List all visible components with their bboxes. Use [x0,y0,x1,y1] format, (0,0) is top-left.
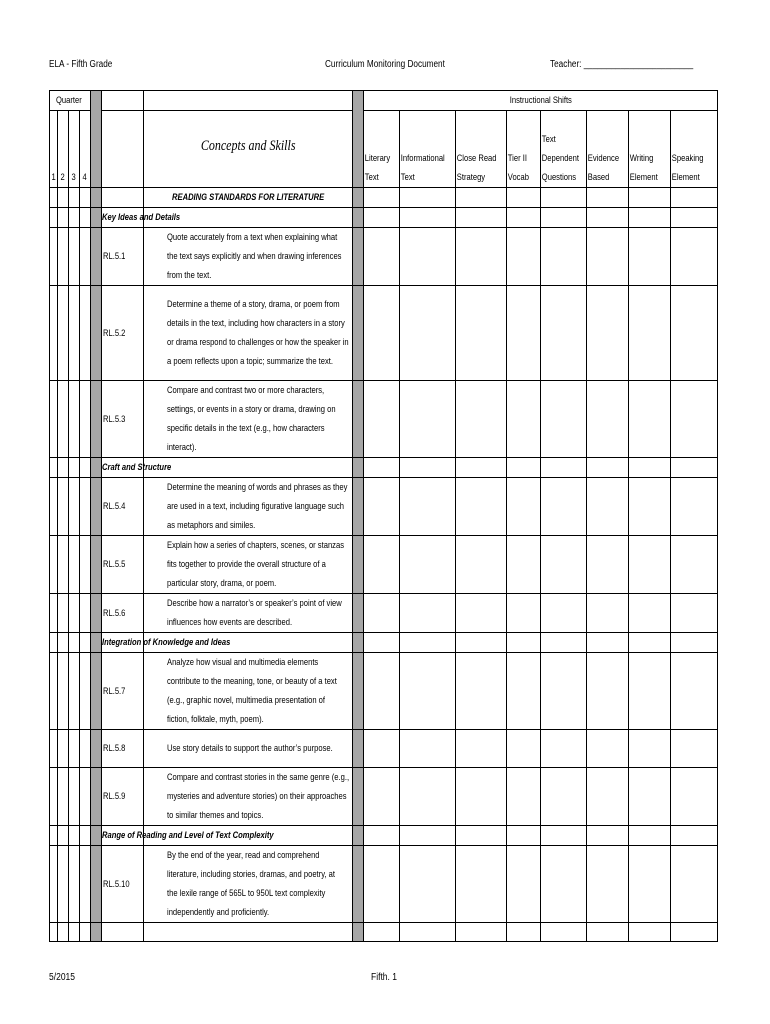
shift-writing-element: Writing Element [629,111,671,188]
blank-row [50,923,718,942]
shift-cell [629,653,671,730]
standard-code: RL.5.8 [102,730,144,768]
quarter-4: 4 [80,111,91,188]
shift-cell [364,768,400,826]
shift-cell [587,208,629,228]
standard-description: Determine the meaning of words and phrases as they are used in a text, including figurative language such as metaphors and similes. [144,478,353,536]
shift-cell [671,923,718,942]
shift-cell [671,478,718,536]
shift-cell [541,188,587,208]
instructional-shifts-header: Instructional Shifts [364,91,718,111]
grey-divider [353,478,364,536]
shift-cell [507,768,541,826]
shift-cell [587,594,629,633]
quarter-3-cell [69,458,80,478]
quarter-1-cell [50,458,58,478]
standard-row [50,653,718,730]
quarter-4-cell [80,228,91,286]
grey-divider [353,228,364,286]
shift-cell [364,923,400,942]
category-row [50,188,718,208]
shift-cell [587,478,629,536]
quarter-4-cell [80,768,91,826]
shift-cell [364,458,400,478]
shift-cell [541,536,587,594]
shift-cell [364,846,400,923]
shift-cell [456,381,507,458]
shift-text-dependent-questions: Text Dependent Questions [541,111,587,188]
grey-divider [91,188,102,208]
standard-row [50,536,718,594]
shift-informational-text: Informational Text [400,111,456,188]
grey-divider [353,381,364,458]
shift-cell [364,536,400,594]
shift-cell [507,208,541,228]
quarter-1-cell [50,594,58,633]
shift-cell [587,653,629,730]
quarter-2-cell [58,730,69,768]
shift-cell [541,826,587,846]
grey-divider [353,91,364,188]
standard-row [50,846,718,923]
grey-divider [353,730,364,768]
shift-cell [541,653,587,730]
grey-divider [353,846,364,923]
shift-cell [587,188,629,208]
shift-cell [456,633,507,653]
shift-cell [456,286,507,381]
shift-cell [507,923,541,942]
quarter-2-cell [58,536,69,594]
shift-cell [507,188,541,208]
shift-cell [507,633,541,653]
shift-cell [587,826,629,846]
grey-divider [91,286,102,381]
shift-cell [587,536,629,594]
shift-cell [629,208,671,228]
quarter-3-cell [69,594,80,633]
quarter-4-cell [80,594,91,633]
quarter-2-cell [58,478,69,536]
shift-cell [400,730,456,768]
quarter-1-cell [50,846,58,923]
quarter-1-cell [50,633,58,653]
table-header-row-1 [50,91,718,111]
shift-cell [671,381,718,458]
quarter-2-cell [58,286,69,381]
shift-cell [671,188,718,208]
shift-cell [364,381,400,458]
standard-code: RL.5.10 [102,846,144,923]
footer-page-number: Fifth. 1 [371,972,397,983]
shift-cell [456,826,507,846]
quarter-4-cell [80,923,91,942]
quarter-2-cell [58,923,69,942]
shift-cell [671,846,718,923]
quarter-1-cell [50,730,58,768]
shift-cell [671,633,718,653]
shift-cell [507,653,541,730]
shift-cell [364,653,400,730]
quarter-1-cell [50,381,58,458]
standard-row [50,478,718,536]
quarter-4-cell [80,458,91,478]
grey-divider [353,286,364,381]
standard-description: Explain how a series of chapters, scenes, or stanzas fits together to provide the overall structure of a particular story, drama, or poem. [144,536,353,594]
quarter-2-cell [58,228,69,286]
grey-divider [91,846,102,923]
standard-description: Analyze how visual and multimedia elements contribute to the meaning, tone, or beauty of a text (e.g., graphic novel, multimedia presentation of fiction, folktale, myth, poem). [144,653,353,730]
standard-code: RL.5.2 [102,286,144,381]
quarter-2-cell [58,208,69,228]
shift-cell [629,458,671,478]
shift-cell [456,653,507,730]
quarter-2-cell [58,653,69,730]
shift-cell [629,594,671,633]
grey-divider [91,633,102,653]
quarter-3-cell [69,730,80,768]
grey-divider [353,923,364,942]
shift-cell [400,286,456,381]
standard-row [50,730,718,768]
shift-cell [629,188,671,208]
shift-cell [456,768,507,826]
grey-divider [91,208,102,228]
shift-cell [629,228,671,286]
shift-cell [400,188,456,208]
quarter-1-cell [50,653,58,730]
shift-cell [456,208,507,228]
quarter-2-cell [58,594,69,633]
shift-cell [507,730,541,768]
standard-description: By the end of the year, read and comprehend literature, including stories, dramas, and poetry, at the lexile range of 565L to 950L text complexity independently and proficiently. [144,846,353,923]
shift-cell [456,188,507,208]
shift-cell [629,826,671,846]
shift-cell [456,478,507,536]
shift-cell [400,653,456,730]
quarter-1-cell [50,536,58,594]
grey-divider [91,478,102,536]
code-cell [102,923,144,942]
shift-close-read-strategy: Close Read Strategy [456,111,507,188]
shift-cell [541,381,587,458]
shift-cell [629,536,671,594]
shift-cell [587,768,629,826]
shift-cell [541,730,587,768]
shift-cell [629,381,671,458]
shift-cell [400,826,456,846]
grey-divider [91,730,102,768]
quarter-3-cell [69,536,80,594]
shift-cell [629,923,671,942]
standard-description: Use story details to support the author’s purpose. [144,730,353,768]
shift-cell [364,228,400,286]
shift-cell [400,536,456,594]
grey-divider [353,594,364,633]
quarter-3-cell [69,923,80,942]
quarter-2-cell [58,381,69,458]
grey-divider [91,653,102,730]
grey-divider [353,653,364,730]
quarter-3-cell [69,768,80,826]
shift-cell [629,478,671,536]
category-heading: READING STANDARDS FOR LITERATURE [144,188,353,208]
quarter-1: 1 [50,111,58,188]
shift-cell [541,458,587,478]
shift-cell [400,633,456,653]
shift-literary-text: Literary Text [364,111,400,188]
shift-cell [587,381,629,458]
shift-cell [541,228,587,286]
standard-description: Describe how a narrator’s or speaker’s point of view influences how events are described. [144,594,353,633]
quarter-4-cell [80,826,91,846]
grey-divider [353,826,364,846]
shift-cell [400,381,456,458]
shift-cell [541,768,587,826]
quarter-3-cell [69,286,80,381]
quarter-2-cell [58,768,69,826]
shift-cell [456,846,507,923]
standard-row [50,228,718,286]
standard-row [50,286,718,381]
shift-cell [400,458,456,478]
shift-cell [364,286,400,381]
shift-cell [507,286,541,381]
shift-cell [629,730,671,768]
quarter-4-cell [80,730,91,768]
grey-divider [91,923,102,942]
header-grade: ELA - Fifth Grade [49,59,113,70]
quarter-3-cell [69,846,80,923]
table-header-row-2 [50,111,718,188]
subheading-row [50,826,718,846]
shift-cell [629,846,671,923]
quarter-4-cell [80,846,91,923]
standard-code: RL.5.9 [102,768,144,826]
shift-cell [507,458,541,478]
shift-cell [507,594,541,633]
quarter-2-cell [58,188,69,208]
shift-cell [541,208,587,228]
shift-cell [400,846,456,923]
quarter-3-cell [69,188,80,208]
quarter-4-cell [80,208,91,228]
quarter-1-cell [50,923,58,942]
grey-divider [353,768,364,826]
grey-divider [91,458,102,478]
shift-cell [671,594,718,633]
grey-divider [91,228,102,286]
standard-description: Compare and contrast stories in the same genre (e.g., mysteries and adventure stories) on their approaches to similar themes and topics. [144,768,353,826]
subheading-row [50,458,718,478]
shift-cell [671,826,718,846]
header-document-title: Curriculum Monitoring Document [325,59,445,70]
standard-code: RL.5.4 [102,478,144,536]
quarter-3-cell [69,228,80,286]
shift-cell [541,286,587,381]
shift-cell [507,228,541,286]
shift-cell [400,594,456,633]
header-teacher-field: Teacher: ________________________ [550,59,694,70]
shift-cell [507,478,541,536]
quarter-1-cell [50,188,58,208]
shift-cell [456,923,507,942]
quarter-1-cell [50,478,58,536]
concepts-and-skills-header: Concepts and Skills [144,111,353,188]
shift-cell [456,730,507,768]
shift-cell [671,730,718,768]
shift-cell [541,478,587,536]
standard-description: Quote accurately from a text when explaining what the text says explicitly and when drawing inferences from the text. [144,228,353,286]
quarter-3-cell [69,653,80,730]
shift-cell [364,208,400,228]
grey-divider [91,768,102,826]
quarter-2: 2 [58,111,69,188]
shift-cell [629,286,671,381]
shift-cell [364,730,400,768]
shift-evidence-based: Evidence Based [587,111,629,188]
shift-cell [671,208,718,228]
shift-cell [364,594,400,633]
shift-speaking-element: Speaking Element [671,111,718,188]
shift-cell [364,188,400,208]
shift-cell [541,633,587,653]
shift-cell [364,633,400,653]
shift-cell [671,768,718,826]
shift-cell [587,846,629,923]
quarter-1-cell [50,826,58,846]
standard-code: RL.5.7 [102,653,144,730]
shift-cell [456,594,507,633]
footer-date: 5/2015 [49,972,76,983]
shift-cell [671,228,718,286]
standard-code: RL.5.5 [102,536,144,594]
section-subheading: Key Ideas and Details [144,208,353,228]
standard-code: RL.5.6 [102,594,144,633]
quarter-1-cell [50,208,58,228]
standard-row [50,381,718,458]
grey-divider [353,536,364,594]
quarter-4-cell [80,478,91,536]
standard-description: Compare and contrast two or more characters, settings, or events in a story or drama, drawing on specific details in the text (e.g., how characters interact). [144,381,353,458]
shift-cell [587,228,629,286]
shift-cell [541,594,587,633]
shift-cell [400,768,456,826]
subheading-row [50,208,718,228]
quarter-3: 3 [69,111,80,188]
shift-tier-ii-vocab: Tier II Vocab [507,111,541,188]
shift-cell [507,846,541,923]
shift-cell [541,846,587,923]
shift-cell [587,923,629,942]
shift-cell [671,536,718,594]
shift-cell [671,286,718,381]
quarter-3-cell [69,478,80,536]
quarter-2-cell [58,826,69,846]
grey-divider [91,826,102,846]
quarter-3-cell [69,826,80,846]
shift-cell [507,536,541,594]
shift-cell [400,478,456,536]
shift-cell [541,923,587,942]
shift-cell [587,633,629,653]
shift-cell [400,228,456,286]
shift-cell [587,730,629,768]
shift-cell [629,633,671,653]
code-cell [102,188,144,208]
section-subheading: Integration of Knowledge and Ideas [144,633,353,653]
grey-divider [91,381,102,458]
grey-divider [353,188,364,208]
quarter-4-cell [80,633,91,653]
quarter-2-cell [58,846,69,923]
standard-row [50,768,718,826]
quarter-1-cell [50,768,58,826]
shift-cell [364,826,400,846]
shift-cell [671,653,718,730]
shift-cell [507,381,541,458]
quarter-2-cell [58,458,69,478]
grey-divider [353,208,364,228]
quarter-4-cell [80,653,91,730]
standard-code: RL.5.1 [102,228,144,286]
quarter-1-cell [50,286,58,381]
quarter-3-cell [69,633,80,653]
quarter-1-cell [50,228,58,286]
shift-cell [400,208,456,228]
shift-cell [456,458,507,478]
grey-divider [353,633,364,653]
shift-cell [456,536,507,594]
standard-row [50,594,718,633]
quarter-3-cell [69,208,80,228]
shift-cell [587,286,629,381]
standard-code: RL.5.3 [102,381,144,458]
grey-divider [91,594,102,633]
subheading-row [50,633,718,653]
shift-cell [507,826,541,846]
grey-divider [353,458,364,478]
grey-divider [91,536,102,594]
shift-cell [400,923,456,942]
quarter-4-cell [80,286,91,381]
section-subheading: Craft and Structure [144,458,353,478]
shift-cell [456,228,507,286]
quarter-header: Quarter [50,91,91,111]
grey-divider [91,91,102,188]
standard-description: Determine a theme of a story, drama, or poem from details in the text, including how characters in a story or drama respond to challenges or how the speaker in a poem reflects upon a topic; summarize the text. [144,286,353,381]
shift-cell [671,458,718,478]
quarter-2-cell [58,633,69,653]
shift-cell [629,768,671,826]
curriculum-table [49,90,718,942]
description-cell [144,923,353,942]
quarter-4-cell [80,188,91,208]
shift-cell [364,478,400,536]
quarter-3-cell [69,381,80,458]
shift-cell [587,458,629,478]
quarter-4-cell [80,536,91,594]
section-subheading: Range of Reading and Level of Text Complexity [144,826,353,846]
quarter-4-cell [80,381,91,458]
